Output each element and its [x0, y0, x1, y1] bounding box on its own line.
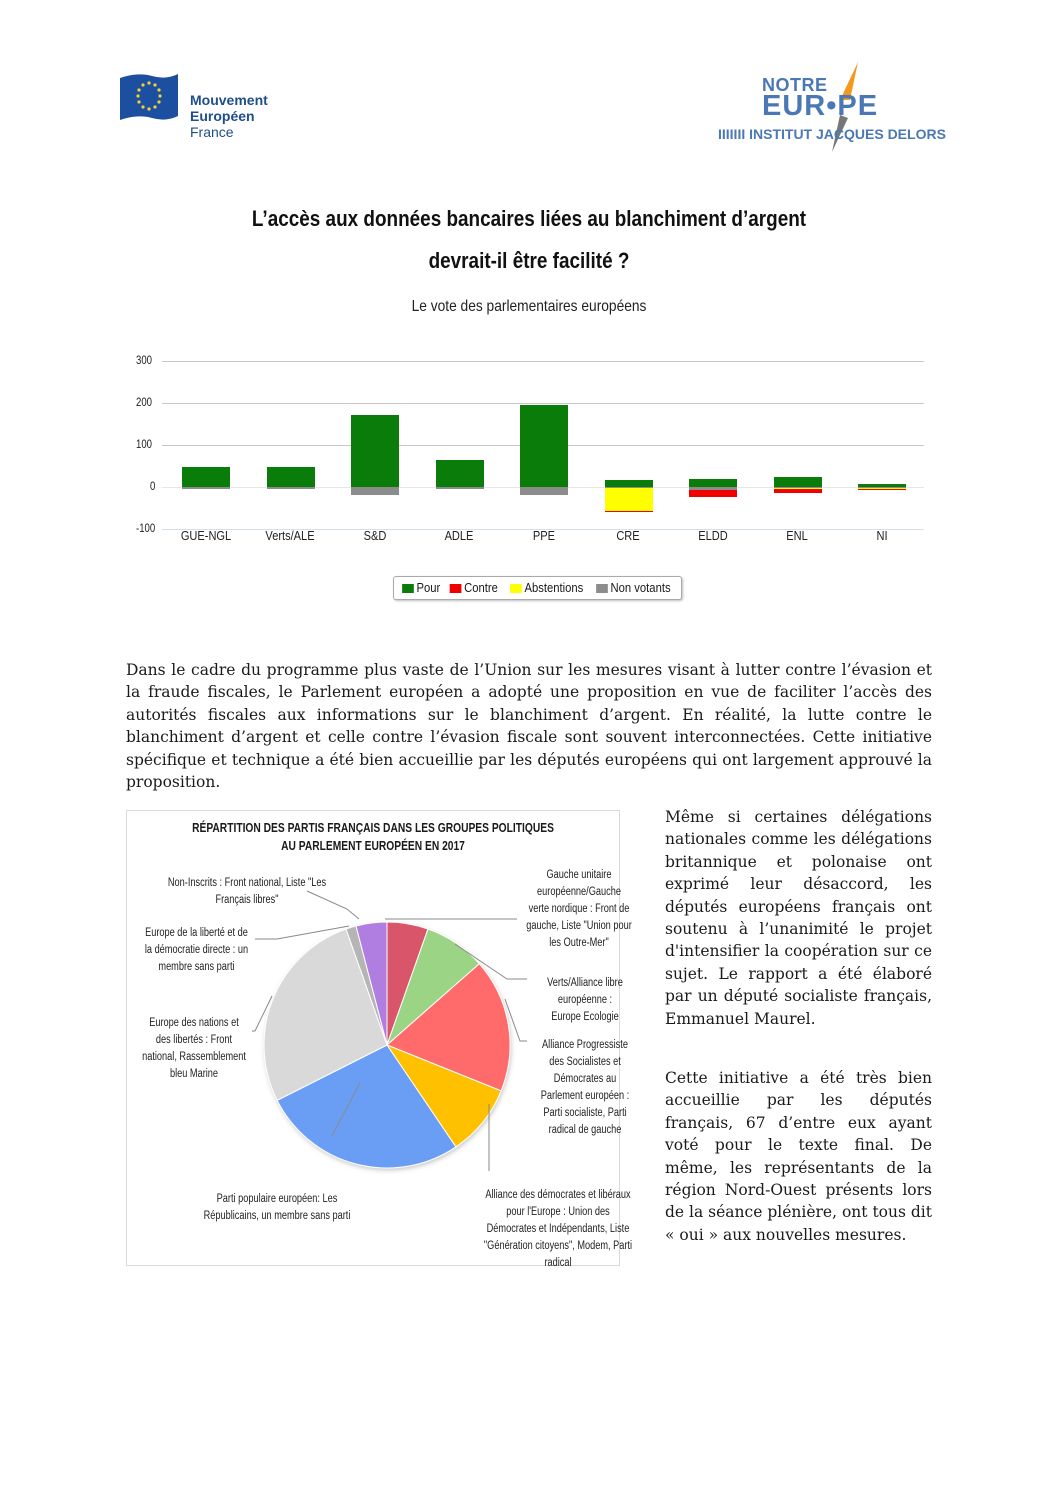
party-distribution-pie-chart: [126, 810, 633, 1269]
swatch-icon: [402, 584, 414, 593]
y-tick: 100: [136, 437, 153, 451]
eu-flag-icon: [118, 72, 180, 120]
bar-segment-contre: [858, 489, 906, 491]
legend-item-pour: [402, 581, 440, 595]
logo-text-line2: Européen: [190, 108, 255, 124]
logo-institut: IIIIIII INSTITUT JACQUES DELORS: [718, 126, 946, 142]
bar-segment-pour: [351, 415, 399, 487]
page-title-line1: L’accès aux données bancaires liées au blanchiment d’argent: [251, 206, 807, 231]
x-label: S&D: [363, 528, 387, 543]
pie-title-line1: RÉPARTITION DES PARTIS FRANÇAIS DANS LES GROUPES POLITIQUES: [192, 821, 554, 835]
x-label: NI: [876, 528, 888, 543]
bar-segment-non-votants: [182, 487, 230, 489]
bar-segment-pour: [520, 405, 568, 487]
y-tick: 200: [136, 395, 153, 409]
bar-segment-pour: [267, 467, 315, 487]
bar-segment-non-votants: [267, 487, 315, 489]
x-label: ENL: [786, 528, 808, 543]
x-label: Verts/ALE: [265, 528, 315, 543]
gridline: [162, 403, 924, 404]
bar-segment-non-votants: [436, 487, 484, 489]
x-label: CRE: [616, 528, 640, 543]
swatch-icon: [596, 584, 608, 593]
y-tick: 0: [150, 479, 156, 493]
logo-text-line3: France: [190, 124, 234, 140]
y-tick: -100: [136, 521, 156, 535]
pie-label-verts: Verts/Alliance libre européenne : Europe Ecologie: [547, 977, 623, 1023]
intro-paragraph: Dans le cadre du programme plus vaste de l’Union sur les mesures visant à lutter contre l’évasion et la fraude fiscales, le Parlement européen a adopté une proposition en vue de faciliter l’accès des autorités fiscales aux informations sur le blanchiment d’argent. En réalité, la lutte contre le blanchiment d’argent et celle contre l’évasion fiscale sont souvent interconnectées. Cette initiative spécifique et technique a été bien accueillie par les députés européens qui ont largement approuvé la proposition.: [126, 661, 932, 792]
pie-label-efdd: Europe de la liberté et de la démocratie directe : un membre sans parti: [144, 927, 249, 973]
legend-label: Non votants: [610, 581, 671, 595]
page-title-line2: devrait-il être facilité ?: [428, 248, 630, 273]
pie-label-ppe: Parti populaire européen: Les Républicains, un membre sans parti: [203, 1193, 351, 1222]
bar-segment-abstentions: [605, 488, 653, 511]
legend-item-abstentions: [510, 581, 583, 595]
bar-segment-pour: [774, 477, 822, 488]
gridline: [162, 361, 924, 362]
bar-segment-non-votants: [351, 487, 399, 495]
bar-segment-contre: [605, 511, 653, 512]
logo-europe: EUR•PE: [762, 90, 879, 122]
logo-text-line1: Mouvement: [190, 92, 268, 108]
side-paragraph-2: Cette initiative a été très bien accueillie par les députés français, 67 d’entre eux ayant voté pour le texte final. De même, les représentants de la région Nord-Ouest présents lors de la séance plénière, ont tous dit « oui » aux nouvelles mesures.: [665, 1069, 932, 1244]
swatch-icon: [510, 584, 522, 593]
pie-label-ni: Non-Inscrits : Front national, Liste "Les Français libres": [167, 877, 327, 906]
legend-label: Abstentions: [524, 581, 584, 595]
chart-subtitle: Le vote des parlementaires européens: [411, 298, 647, 315]
x-label: ELDD: [698, 528, 728, 543]
bar-segment-pour: [182, 467, 230, 487]
mouvement-europeen-logo: [118, 70, 298, 150]
pie-title-line2: AU PARLEMENT EUROPÉEN EN 2017: [281, 839, 465, 853]
legend-item-contre: [450, 581, 498, 595]
legend-item-non-votants: [596, 581, 670, 595]
bar-segment-contre: [774, 489, 822, 493]
swatch-icon: [450, 584, 462, 593]
x-label: PPE: [532, 528, 556, 543]
bar-segment-non-votants: [520, 487, 568, 495]
y-tick: 300: [136, 353, 153, 367]
pie-label-sd: Alliance Progressiste des Socialistes et Démocrates au Parlement européen : Parti socialiste, Parti radical de gauche: [540, 1039, 630, 1136]
x-label: GUE-NGL: [180, 528, 232, 543]
pie-label-gue: Gauche unitaire européenne/Gauche verte nordique : Front de gauche, Liste "Union pour les Outre-Mer": [526, 869, 632, 949]
pie-label-adle: Alliance des démocrates et libéraux pour l'Europe : Union des Démocrates et Indépendants, Liste "Génération citoyens", Modem, Parti radical: [483, 1189, 633, 1269]
bar-segment-contre: [689, 490, 737, 498]
pie-label-enl: Europe des nations et des libertés : Front national, Rassemblement bleu Marine: [142, 1017, 246, 1080]
bar-segment-pour: [689, 479, 737, 487]
x-label: ADLE: [444, 528, 474, 543]
bar-segment-pour: [605, 480, 653, 487]
vote-bar-chart: [130, 350, 930, 560]
logo-notre: NOTRE: [762, 75, 828, 95]
legend-label: Pour: [416, 581, 441, 595]
legend-label: Contre: [464, 581, 499, 595]
chart-legend: [393, 576, 682, 600]
side-paragraph-1: Même si certaines délégations nationales comme les délégations britannique et polonaise ont exprimé leur désaccord, les députés européens français ont soutenu à l’unanimité le projet d'intensifier la coopération sur ce sujet. Le rapport a été élaboré par un député socialiste français, Emmanuel Maurel.: [665, 808, 932, 1028]
bar-segment-pour: [436, 460, 484, 487]
notre-europe-logo: [718, 60, 948, 155]
